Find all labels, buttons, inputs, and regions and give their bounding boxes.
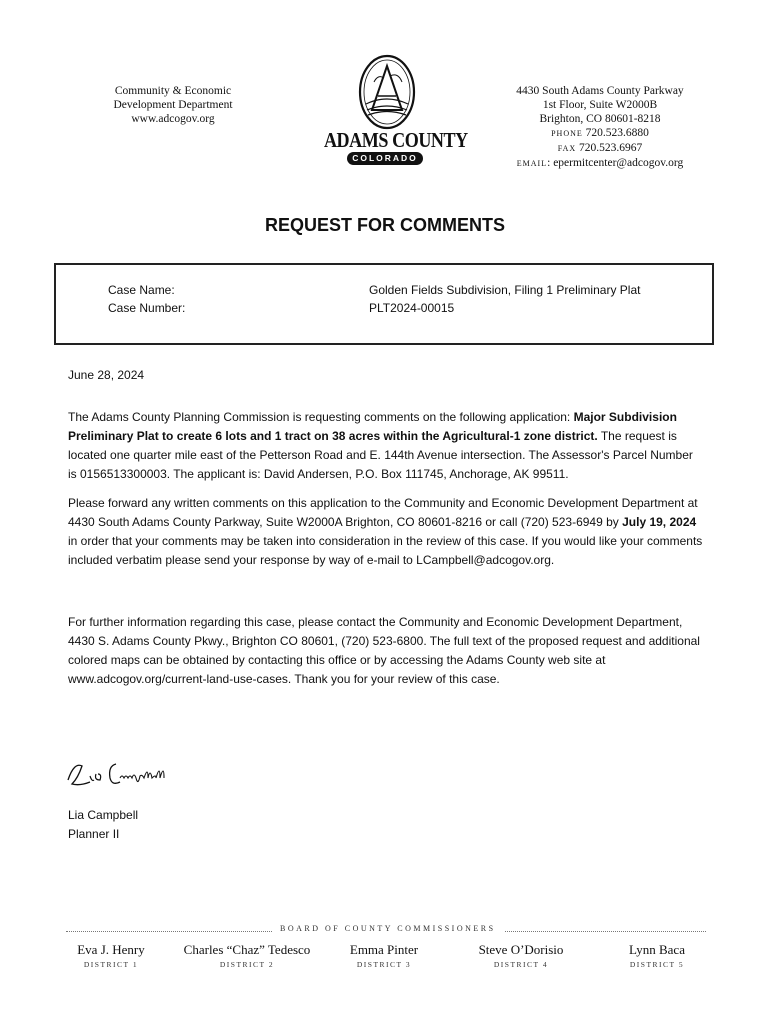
case-info-box bbox=[54, 263, 714, 345]
case-name-label: Case Name: bbox=[108, 283, 175, 297]
dept-website-link[interactable]: www.adcogov.org bbox=[131, 113, 215, 125]
commissioner-2 bbox=[172, 942, 322, 969]
para2-rest: in order that your comments may be taken into consideration in the review of this case. If you would like your comments included verbatim please send your response by way of e-mail to LCampbell@adcogov.org. bbox=[68, 534, 703, 567]
commissioner-name: Charles “Chaz” Tedesco bbox=[183, 942, 311, 957]
letter-date: June 28, 2024 bbox=[68, 368, 145, 382]
para1-details: The request is located one quarter mile east of the Petterson Road and E. 144th Avenue intersection. The Assessor's Parcel Number is 0156513300003. The applicant is: David Andersen, P.O. Box 111745, Anchorage, AK 99511. bbox=[68, 429, 693, 481]
para2-deadline: July 19, 2024 bbox=[622, 515, 697, 529]
signer-block bbox=[68, 806, 138, 844]
commissioner-district: DISTRICT 1 bbox=[83, 960, 139, 969]
dept-line-2: Development Department bbox=[113, 99, 233, 111]
case-name-value: Golden Fields Subdivision, Filing 1 Preliminary Plat bbox=[369, 283, 641, 297]
phone-label: PHONE bbox=[551, 129, 583, 138]
email-link[interactable]: epermitcenter@adcogov.org bbox=[553, 157, 684, 169]
case-number-value: PLT2024-00015 bbox=[369, 301, 455, 315]
para1-intro: The Adams County Planning Commission is requesting comments on the following application: bbox=[68, 410, 574, 424]
commissioner-name: Steve O’Dorisio bbox=[478, 942, 564, 957]
address-line-2: 1st Floor, Suite W2000B bbox=[542, 99, 658, 111]
board-title: BOARD OF COUNTY COMMISSIONERS bbox=[272, 924, 504, 933]
dept-line-1: Community & Economic bbox=[114, 85, 232, 97]
fax-number: 720.523.6967 bbox=[579, 142, 643, 154]
paragraph-further-info bbox=[68, 613, 704, 689]
commissioner-3 bbox=[309, 942, 459, 969]
document-title: REQUEST FOR COMMENTS bbox=[264, 215, 505, 235]
commissioner-4 bbox=[446, 942, 596, 969]
commissioner-district: DISTRICT 3 bbox=[356, 960, 412, 969]
commissioner-district: DISTRICT 4 bbox=[493, 960, 549, 969]
address-line-3: Brighton, CO 80601-8218 bbox=[539, 113, 661, 125]
email-label: EMAIL bbox=[516, 159, 548, 168]
para1-application-desc: Major Subdivision Preliminary Plat to create 6 lots and 1 tract on 38 acres within the Agricultural-1 zone district. bbox=[68, 410, 677, 443]
paragraph-application bbox=[68, 408, 704, 484]
address-line-1: 4430 South Adams County Parkway bbox=[516, 85, 684, 97]
para3-text: For further information regarding this case, please contact the Community and Economic Development Department, 4430 S. Adams County Pkwy., Brighton CO 80601, (720) 523-6800. The full text of the proposed request and additional colored maps can be obtained by contacting this office or by accessing the Adams County web site at www.adcogov.org/current-land-use-cases. Thank you for your review of this case. bbox=[68, 615, 700, 686]
fax-label: FAX bbox=[557, 144, 577, 153]
paragraph-submit-comments bbox=[68, 494, 704, 570]
para2-intro: Please forward any written comments on this application to the Community and Economic Development Department at 4430 South Adams County Parkway, Suite W2000A Brighton, CO 80601-8216 or call (720) 523-6949 by bbox=[68, 496, 698, 529]
logo-state-badge: COLORADO bbox=[347, 152, 423, 165]
address-block bbox=[500, 84, 700, 171]
fax-line bbox=[500, 141, 700, 156]
commissioner-name: Eva J. Henry bbox=[77, 942, 145, 957]
email-line: EMAIL: epermitcenter@adcogov.org bbox=[516, 157, 684, 169]
commissioner-name: Emma Pinter bbox=[349, 942, 419, 957]
logo-name: ADAMS COUNTY bbox=[323, 128, 468, 152]
department-block bbox=[108, 84, 238, 126]
case-number-label: Case Number: bbox=[108, 301, 186, 315]
signer-role: Planner II bbox=[68, 827, 120, 841]
handwritten-signature bbox=[64, 756, 174, 792]
commissioner-district: DISTRICT 2 bbox=[219, 960, 275, 969]
commissioner-district: DISTRICT 5 bbox=[629, 960, 685, 969]
commissioner-5 bbox=[582, 942, 732, 969]
phone-number: 720.523.6880 bbox=[585, 127, 649, 139]
commissioner-name: Lynn Baca bbox=[629, 942, 685, 957]
commissioner-1 bbox=[36, 942, 186, 969]
phone-line bbox=[500, 126, 700, 141]
signer-name: Lia Campbell bbox=[68, 808, 139, 822]
